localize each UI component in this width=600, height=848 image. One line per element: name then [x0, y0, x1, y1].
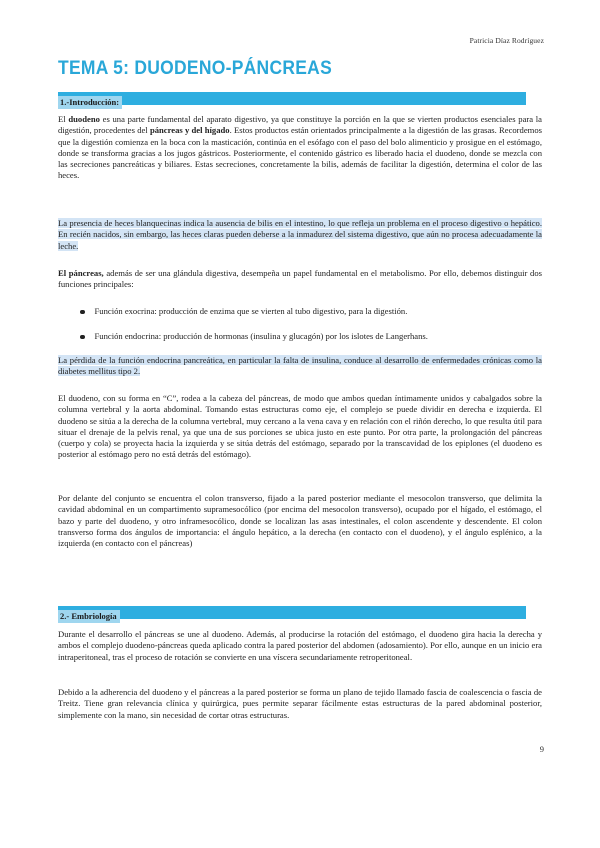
- bold-term-pancreas-higado: páncreas y del hígado: [149, 125, 230, 136]
- list-item-funcion-endocrina: [80, 331, 520, 342]
- list-item-funcion-exocrina: [80, 306, 520, 317]
- section-heading-bar-introduccion: [58, 92, 526, 105]
- page-number: 9: [539, 744, 544, 754]
- bold-term-pancreas: El páncreas,: [58, 268, 104, 278]
- bold-term-duodeno: duodeno: [68, 114, 100, 124]
- page-title: TEMA 5: DUODENO-PÁNCREAS: [58, 58, 333, 79]
- bullet-icon: [80, 310, 85, 315]
- paragraph-heces-highlighted: [58, 218, 542, 252]
- highlighted-text: La presencia de heces blanquecinas indica la ausencia de bilis en el intestino, lo que refleja un problema en el proceso digestivo o hepático. En recién nacidos, sin embargo, las heces claras pueden deberse a la inmadurez del sistema digestivo, que aún no procesa adecuadamente la leche.: [58, 218, 542, 251]
- text-run: El: [58, 114, 69, 124]
- paragraph-colon-transverso: Por delante del conjunto se encuentra el colon transverso, fijado a la pared posterior mediante el mesocolon transverso, que delimita la cavidad abdominal en un compartimento supramesocólico (por encima del mesocolon transverso), ocupado por el hígado, el estómago, el bazo y parte del duodeno, y otro inframesocólico, donde se localizan las asas intestinales, el colon ascendente y descendente. El colon transverso forma dos ángulos de importancia: el ángulo hepático, a la derecha (en contacto con el duodeno), y el ángulo esplénico, a la izquierda (en contacto con el páncreas): [58, 493, 542, 549]
- paragraph-diabetes-highlighted: [58, 355, 542, 378]
- paragraph-duodeno-intro: [58, 114, 542, 182]
- section-heading-bar-embriologia: [58, 606, 526, 619]
- highlighted-text: La pérdida de la función endocrina pancreática, en particular la falta de insulina, conduce al desarrollo de enfermedades crónicas como la diabetes mellitus tipo 2.: [58, 355, 542, 377]
- list-item-text: Función exocrina: producción de enzima que se vierten al tubo digestivo, para la digestión.: [94, 306, 408, 316]
- text-run: . Estos productos están orientados principalmente a la digestión de las grasas. Recordemos que la digestión comienza en la boca con la masticación, continúa en el esófago con el paso del bolo alimenticio y prosigue en el estómago, donde se transforma gracias a los jugos gástricos. Posteriormente, el contenido gástrico es liberado hacia el duodeno, donde se mezcla con las secreciones pancreáticas y biliares. Estas secreciones, concretamente la bilis, además de facilitar la digestión, determina el color de las heces.: [58, 125, 542, 181]
- list-item-text: Función endocrina: producción de hormonas (insulina y glucagón) por los islotes de Langerhans.: [94, 331, 428, 341]
- paragraph-duodeno-forma-c: El duodeno, con su forma en “C”, rodea a la cabeza del páncreas, de modo que ambos quedan íntimamente unidos y cabalgados sobre la columna vertebral y la aorta abdominal. Tomando estas estructuras como eje, el complejo se puede dividir en derecha e izquierda. El duodeno se sitúa a la derecha de la columna vertebral, muy cercano a la vena cava y en relación con el riñón derecho, lo que resulta útil para situar el drenaje de la pelvis renal, ya que una de sus porciones se ubica justo en este punto. Por otra parte, la prolongación del páncreas (cuerpo y cola) se proyecta hacia la izquierda y se sitúa detrás del estómago, separado por la transcavidad de los epiplones (el duodeno es posterior al estómago pero no está detrás del estómago).: [58, 393, 542, 460]
- text-run: además de ser una glándula digestiva, desempeña un papel fundamental en el metabolismo. Por ello, debemos distinguir dos funciones principales:: [58, 268, 542, 290]
- text-run: es una parte fundamental del aparato digestivo, ya que constituye la porción en la que se vierten productos esenciales para la digestión, procedentes del: [58, 114, 542, 136]
- paragraph-embriologia-desarrollo: Durante el desarrollo el páncreas se une al duodeno. Además, al producirse la rotación del estómago, el duodeno gira hacia la derecha y ambos el complejo duodeno-páncreas queda aplicado contra la pared posterior del abdomen (adosamiento). Por ello, aunque en un inicio era intraperitoneal, tras el proceso de rotación se convierte en una víscera secundariamente retroperitoneal.: [58, 629, 542, 662]
- section-heading-embriologia: 2.- Embriología: [58, 610, 120, 623]
- paragraph-fascia-treitz: Debido a la adherencia del duodeno y el páncreas a la pared posterior se forma un plano de tejido llamado fascia de coalescencia o fascia de Treitz. Tiene gran relevancia clínica y quirúrgica, pues permite separar fácilmente estas estructuras de la pared abdominal posterior, simplemente con la mano, sin necesidad de cortar otras estructuras.: [58, 687, 542, 720]
- bullet-icon: [80, 335, 85, 340]
- paragraph-pancreas: [58, 268, 542, 291]
- author-name: Patricia Díaz Rodríguez: [469, 36, 544, 45]
- section-heading-introduccion: 1.-Introducción:: [58, 96, 122, 109]
